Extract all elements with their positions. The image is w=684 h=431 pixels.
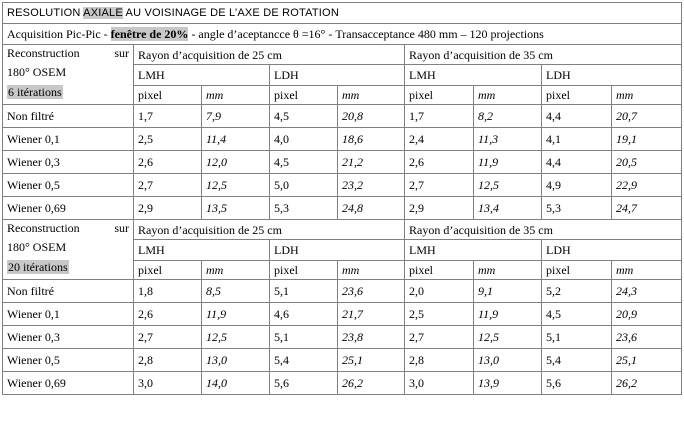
recon-label: Reconstruction [7,221,80,235]
sub-header-ldh: LDH [270,240,405,261]
value-cell: 4,5 [270,105,338,128]
value-cell: 5,4 [542,349,612,372]
unit-pixel: pixel [270,86,338,105]
value-cell: 12,5 [202,174,270,197]
value-cell: 25,1 [338,349,405,372]
title-highlight: AXIALE [83,7,123,19]
unit-pixel: pixel [542,261,612,280]
rayon-25-header: Rayon d’acquisition de 25 cm [134,45,405,65]
unit-mm: mm [202,86,270,105]
value-cell: 4,4 [542,105,612,128]
value-cell: 22,9 [612,174,682,197]
value-cell: 23,2 [338,174,405,197]
value-cell: 5,1 [542,326,612,349]
unit-pixel: pixel [134,261,202,280]
value-cell: 18,6 [338,128,405,151]
title-row [3,3,682,24]
row-label: Wiener 0,1 [3,128,134,151]
title-after: AU VOISINAGE DE L’AXE DE ROTATION [122,7,339,19]
unit-mm: mm [202,261,270,280]
sub-header-ldh: LDH [542,240,682,261]
value-cell: 14,0 [202,372,270,395]
value-cell: 3,0 [405,372,474,395]
unit-mm: mm [474,261,542,280]
value-cell: 2,5 [405,303,474,326]
value-cell: 23,6 [612,326,682,349]
value-cell: 5,2 [542,280,612,303]
recon-label: Reconstruction [7,46,80,60]
value-cell: 5,6 [270,372,338,395]
value-cell: 23,8 [338,326,405,349]
table-row [3,349,682,372]
value-cell: 3,0 [134,372,202,395]
value-cell: 21,7 [338,303,405,326]
recon-method: 180° OSEM [7,240,67,254]
value-cell: 20,7 [612,105,682,128]
unit-mm: mm [338,86,405,105]
value-cell: 4,1 [542,128,612,151]
table-row [3,151,682,174]
value-cell: 4,5 [270,151,338,174]
value-cell: 11,9 [202,303,270,326]
sub-header-lmh: LMH [134,65,270,86]
value-cell: 5,3 [270,197,338,220]
iterations-badge: 20 itérations [8,260,68,274]
row-label: Non filtré [3,280,134,303]
value-cell: 2,5 [134,128,202,151]
title-before: RESOLUTION [7,7,84,19]
row-label: Wiener 0,3 [3,326,134,349]
unit-mm: mm [612,86,682,105]
table-row [3,372,682,395]
value-cell: 7,9 [202,105,270,128]
sub-header-ldh: LDH [542,65,682,86]
recon-sur: sur [114,221,129,235]
value-cell: 4,0 [270,128,338,151]
value-cell: 2,9 [134,197,202,220]
value-cell: 5,1 [270,280,338,303]
sub-header-lmh: LMH [405,65,542,86]
value-cell: 5,0 [270,174,338,197]
value-cell: 11,3 [474,128,542,151]
recon-sur: sur [114,46,129,60]
block-header-row [3,45,682,65]
value-cell: 24,7 [612,197,682,220]
row-label: Wiener 0,69 [3,372,134,395]
table-row [3,197,682,220]
row-label: Wiener 0,3 [3,151,134,174]
value-cell: 2,6 [134,151,202,174]
unit-pixel: pixel [405,261,474,280]
value-cell: 2,7 [134,326,202,349]
sub-header-lmh: LMH [134,240,270,261]
value-cell: 20,8 [338,105,405,128]
sub-header-lmh: LMH [405,240,542,261]
row-label: Wiener 0,5 [3,349,134,372]
recon-method: 180° OSEM [7,65,67,79]
value-cell: 24,8 [338,197,405,220]
value-cell: 1,7 [134,105,202,128]
table-row [3,174,682,197]
value-cell: 2,9 [405,197,474,220]
value-cell: 12,5 [474,326,542,349]
value-cell: 2,8 [405,349,474,372]
unit-pixel: pixel [134,86,202,105]
block-header-row [3,220,682,240]
value-cell: 13,5 [202,197,270,220]
value-cell: 25,1 [612,349,682,372]
value-cell: 2,7 [405,174,474,197]
rayon-35-header: Rayon d’acquisition de 35 cm [405,220,682,240]
value-cell: 24,3 [612,280,682,303]
acquisition-prefix: Acquisition Pic-Pic - [7,27,111,41]
value-cell: 8,5 [202,280,270,303]
resolution-table [2,2,682,395]
table-row [3,303,682,326]
acquisition-info [3,24,682,45]
row-label: Non filtré [3,105,134,128]
reconstruction-cell [3,220,134,280]
value-cell: 12,5 [474,174,542,197]
acquisition-highlight: fenêtre de 20% [110,27,189,41]
row-label: Wiener 0,1 [3,303,134,326]
sub-header-ldh: LDH [270,65,405,86]
value-cell: 2,0 [405,280,474,303]
value-cell: 12,5 [202,326,270,349]
unit-mm: mm [338,261,405,280]
row-label: Wiener 0,5 [3,174,134,197]
value-cell: 2,6 [134,303,202,326]
value-cell: 13,4 [474,197,542,220]
value-cell: 13,9 [474,372,542,395]
value-cell: 4,9 [542,174,612,197]
value-cell: 4,4 [542,151,612,174]
value-cell: 20,9 [612,303,682,326]
value-cell: 21,2 [338,151,405,174]
table-title [3,3,682,24]
value-cell: 2,7 [134,174,202,197]
value-cell: 5,3 [542,197,612,220]
value-cell: 20,5 [612,151,682,174]
value-cell: 1,8 [134,280,202,303]
value-cell: 23,6 [338,280,405,303]
row-label: Wiener 0,69 [3,197,134,220]
table-row [3,105,682,128]
value-cell: 2,6 [405,151,474,174]
reconstruction-cell [3,45,134,105]
value-cell: 11,9 [474,303,542,326]
acquisition-suffix: - angle d’aceptancce θ =16° - Transacceptance 480 mm – 120 projections [188,27,544,41]
value-cell: 26,2 [338,372,405,395]
value-cell: 9,1 [474,280,542,303]
rayon-35-header: Rayon d’acquisition de 35 cm [405,45,682,65]
value-cell: 26,2 [612,372,682,395]
unit-mm: mm [612,261,682,280]
unit-pixel: pixel [405,86,474,105]
value-cell: 2,4 [405,128,474,151]
value-cell: 13,0 [474,349,542,372]
value-cell: 1,7 [405,105,474,128]
value-cell: 19,1 [612,128,682,151]
acquisition-row [3,24,682,45]
value-cell: 5,6 [542,372,612,395]
value-cell: 5,4 [270,349,338,372]
value-cell: 2,7 [405,326,474,349]
unit-pixel: pixel [542,86,612,105]
table-row [3,326,682,349]
unit-mm: mm [474,86,542,105]
value-cell: 2,8 [134,349,202,372]
value-cell: 8,2 [474,105,542,128]
value-cell: 11,4 [202,128,270,151]
table-row [3,280,682,303]
value-cell: 4,5 [542,303,612,326]
value-cell: 5,1 [270,326,338,349]
value-cell: 12,0 [202,151,270,174]
value-cell: 4,6 [270,303,338,326]
rayon-25-header: Rayon d’acquisition de 25 cm [134,220,405,240]
table-row [3,128,682,151]
unit-pixel: pixel [270,261,338,280]
value-cell: 11,9 [474,151,542,174]
value-cell: 13,0 [202,349,270,372]
iterations-badge: 6 itérations [8,85,62,99]
